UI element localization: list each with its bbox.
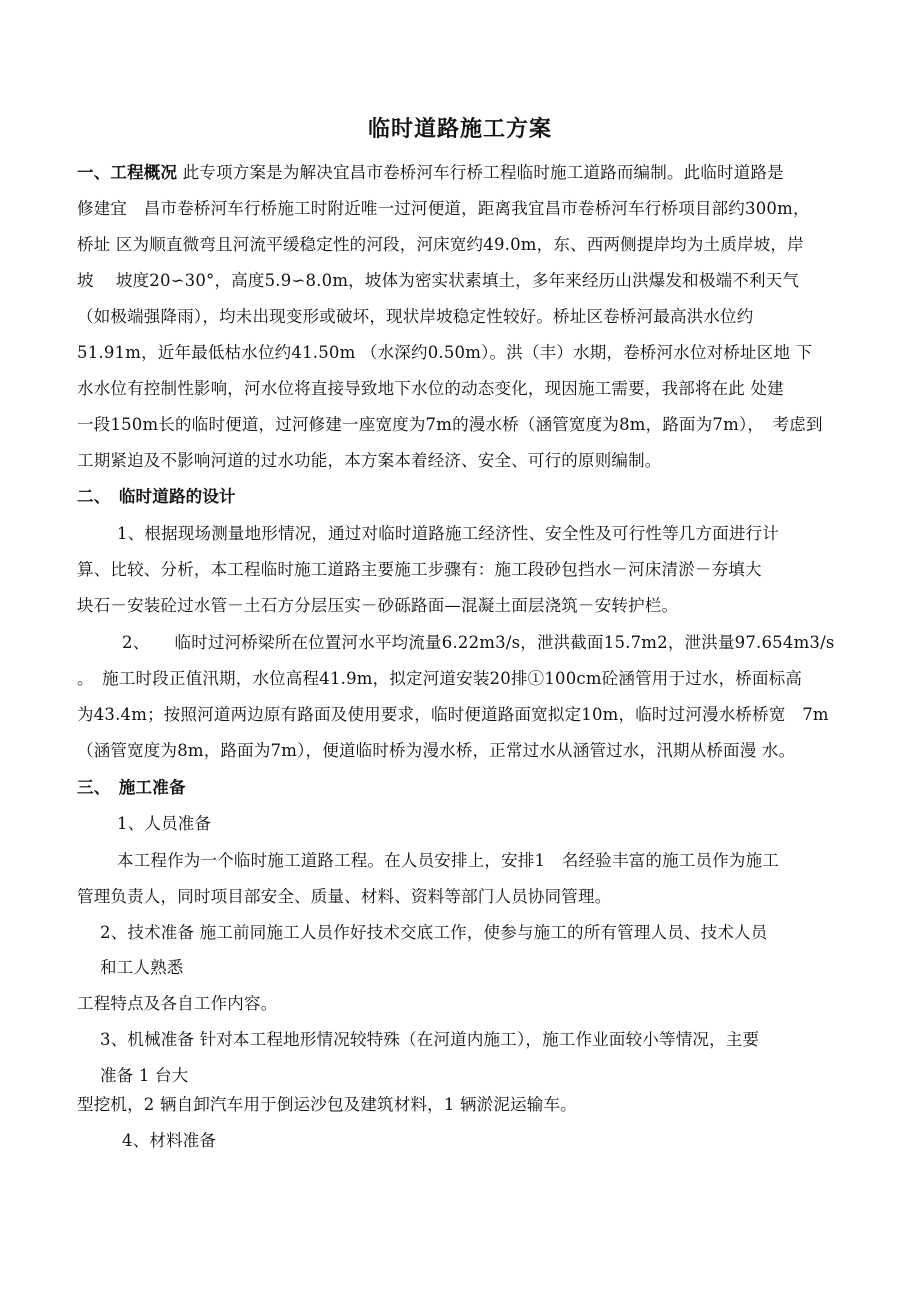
paragraph-line: 。 施工时段正值汛期，水位高程41.9m，拟定河道安装20排①100cm砼涵管用于过水，桥面标高 [77, 669, 803, 688]
section-3-heading: 三、 施工准备 [77, 778, 186, 797]
paragraph-line: 水水位有控制性影响，河水位将直接导致地下水位的动态变化，现因施工需要，我部将在此 处建 [77, 379, 784, 398]
paragraph-line: 51.91m，近年最低枯水位约41.50m （水深约0.50m）。洪（丰）水期，卷桥河水位对桥址区地 下 [77, 343, 813, 362]
paragraph-line: 和工人熟悉 [100, 958, 184, 977]
section-1-heading: 一、工程概况 [77, 163, 178, 182]
paragraph-line: 1、根据现场测量地形情况，通过对临时道路施工经济性、安全性及可行性等几方面进行计 [117, 524, 779, 543]
paragraph-line: 准备 1 台大 [100, 1066, 189, 1085]
paragraph-line: 块石－安装砼过水管－土石方分层压实－砂砾路面—混凝土面层浇筑－安转护栏。 [77, 596, 679, 615]
paragraph-line: 本工程作为一个临时施工道路工程。在人员安排上，安排1 名经验丰富的施工员作为施工 [117, 851, 779, 870]
paragraph-line: （涵管宽度为8m，路面为7m），便道临时桥为漫水桥，正常过水从涵管过水，汛期从桥面漫 水。 [77, 741, 796, 760]
paragraph-line: 坡 坡度20∽30°，高度5.9∽8.0m，坡体为密实状素填土，多年来经历山洪爆发和极端不利天气 [77, 271, 800, 290]
paragraph-line: 一段150m长的临时便道，过河修建一座宽度为7m的漫水桥（涵管宽度为8m，路面为7m）， 考虑到 [77, 415, 823, 434]
paragraph-line: 工程特点及各自工作内容。 [77, 994, 278, 1013]
paragraph-line: 3、机械准备 针对本工程地形情况较特殊（在河道内施工），施工作业面较小等情况，主要 [100, 1030, 760, 1049]
section-2-heading: 二、 临时道路的设计 [77, 487, 236, 506]
paragraph-line: 为43.4m；按照河道两边原有路面及使用要求，临时便道路面宽拟定10m，临时过河漫水桥桥宽 7m [77, 705, 829, 724]
section-1-first-line [77, 163, 784, 183]
paragraph-line: 工期紧迫及不影响河道的过水功能，本方案本着经济、安全、可行的原则编制。 [77, 451, 662, 470]
paragraph-line: 此专项方案是为解决宜昌市卷桥河车行桥工程临时施工道路而编制。此临时道路是 [177, 163, 784, 182]
subheading-materials: 4、材料准备 [122, 1131, 217, 1150]
paragraph-line: 算、比较、分析，本工程临时施工道路主要施工步骤有：施工段砂包挡水－河床清淤－夯填大 [77, 560, 762, 579]
paragraph-line: 2、技术准备 施工前同施工人员作好技术交底工作，使参与施工的所有管理人员、技术人员 [100, 923, 768, 942]
subheading-personnel: 1、人员准备 [117, 814, 212, 833]
paragraph-line: 2、 临时过河桥梁所在位置河水平均流量6.22m3/s，泄洪截面15.7m2，泄洪量97.654m3/s [122, 633, 835, 652]
paragraph-line: 型挖机，2 辆自卸汽车用于倒运沙包及建筑材料，1 辆淤泥运输车。 [77, 1095, 577, 1114]
paragraph-line: （如极端强降雨），均未出现变形或破坏，现状岸坡稳定性较好。桥址区卷桥河最高洪水位约 [77, 307, 754, 326]
document-title: 临时道路施工方案 [367, 117, 552, 142]
paragraph-line: 桥址 区为顺直微弯且河流平缓稳定性的河段，河床宽约49.0m，东、西两侧提岸均为土质岸坡，岸 [77, 235, 804, 254]
paragraph-line: 修建宜 昌市卷桥河车行桥施工时附近唯一过河便道，距离我宜昌市卷桥河车行桥项目部约300m， [77, 199, 810, 218]
paragraph-line: 管理负责人，同时项目部安全、质量、材料、资料等部门人员协同管理。 [77, 887, 612, 906]
